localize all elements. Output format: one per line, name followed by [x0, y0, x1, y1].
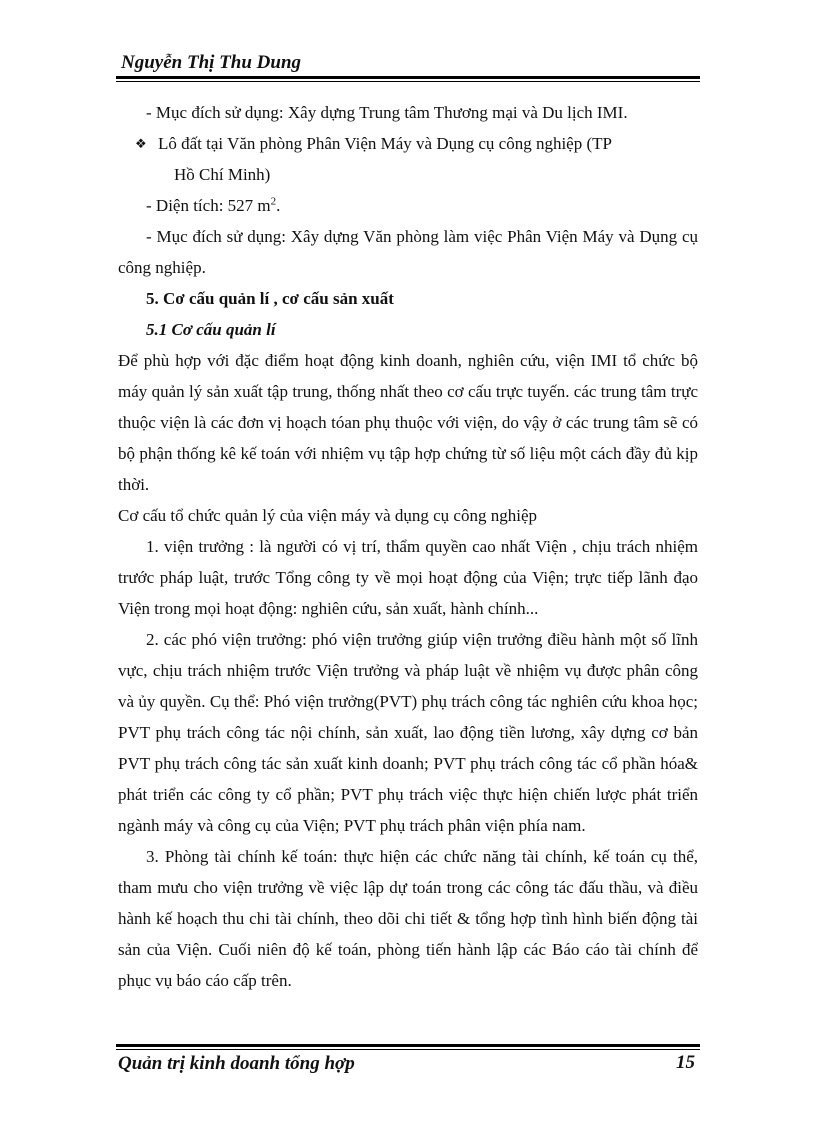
- footer-rule: [116, 1044, 700, 1050]
- bullet-text-line-2: Hồ Chí Minh): [174, 165, 271, 184]
- purpose-paragraph-2: - Mục đích sử dụng: Xây dựng Văn phòng làm việc Phân Viện Máy và Dụng cụ công nghiệp.: [118, 227, 698, 277]
- header-rule: [116, 76, 700, 82]
- list-item-3: 3. Phòng tài chính kế toán: thực hiện các chức năng tài chính, kế toán cụ thể, tham mưu cho viện trưởng về việc lập dự toán trong các công tác đấu thầu, và điều hành kế hoạch thu chi tài chính, theo dõi chi tiết & tổng hợp tình hình biến động tài sản của Viện. Cuối niên độ kế toán, phòng tiến hành lập các Báo cáo tài chính để phục vụ báo cáo cấp trên.: [118, 847, 698, 990]
- section-heading-5-1: 5.1 Cơ cấu quản lí: [146, 320, 276, 339]
- footer-title: Quản trị kinh doanh tổng hợp: [118, 1053, 355, 1074]
- area-paragraph: [118, 190, 698, 221]
- intro-paragraph: Để phù hợp với đặc điểm hoạt động kinh doanh, nghiên cứu, viện IMI tổ chức bộ máy quản lý sản xuất tập trung, thống nhất theo cơ cấu trực tuyến. các trung tâm trực thuộc viện là các đơn vị hoạch tóan phụ thuộc với viện, do vậy ở các trung tâm sẽ có bộ phận thống kê kế toán với nhiệm vụ tập hợp chứng từ số liệu một cách đầy đủ kịp thời.: [118, 351, 698, 494]
- header-author: Nguyễn Thị Thu Dung: [121, 52, 302, 73]
- diamond-bullet-icon: ❖: [135, 136, 147, 151]
- area-end: .: [276, 196, 281, 215]
- section-heading-5: 5. Cơ cấu quản lí , cơ cấu sản xuất: [146, 289, 394, 308]
- structure-paragraph: Cơ cấu tổ chức quản lý của viện máy và dụng cụ công nghiệp: [118, 506, 537, 525]
- area-label: - Diện tích: 527 m: [146, 196, 271, 215]
- list-item-2: 2. các phó viện trưởng: phó viện trưởng giúp viện trưởng điều hành một số lĩnh vực, chịu trách nhiệm trước Viện trưởng và pháp luật về nhiệm vụ được phân công và ủy quyền. Cụ thể: Phó viện trưởng(PVT) phụ trách công tác nghiên cứu khoa học; PVT phụ trách công tác nội chính, sản xuất, lao động tiền lương, xây dựng cơ bản PVT phụ trách công tác sản xuất kinh doanh; PVT phụ trách công tác cổ phần hóa& phát triển các công ty cổ phần; PVT phụ trách việc thực hiện chiến lược phát triển ngành máy và công cụ của Viện; PVT phụ trách phân viện phía nam.: [118, 630, 698, 835]
- list-item-1: 1. viện trưởng : là người có vị trí, thẩm quyền cao nhất Viện , chịu trách nhiệm trước pháp luật, trước Tổng công ty về mọi hoạt động của Viện; trực tiếp lãnh đạo Viện trong mọi hoạt động: nghiên cứu, sản xuất, hành chính...: [118, 537, 698, 618]
- page-number: 15: [676, 1052, 695, 1073]
- purpose-paragraph-1: - Mục đích sử dụng: Xây dựng Trung tâm Thương mại và Du lịch IMI.: [146, 103, 628, 122]
- bullet-text-line-1: Lô đất tại Văn phòng Phân Viện Máy và Dụng cụ công nghiệp (TP: [158, 134, 612, 153]
- page-body: [118, 97, 698, 996]
- bullet-item: [118, 128, 698, 159]
- area-superscript: 2: [270, 195, 277, 208]
